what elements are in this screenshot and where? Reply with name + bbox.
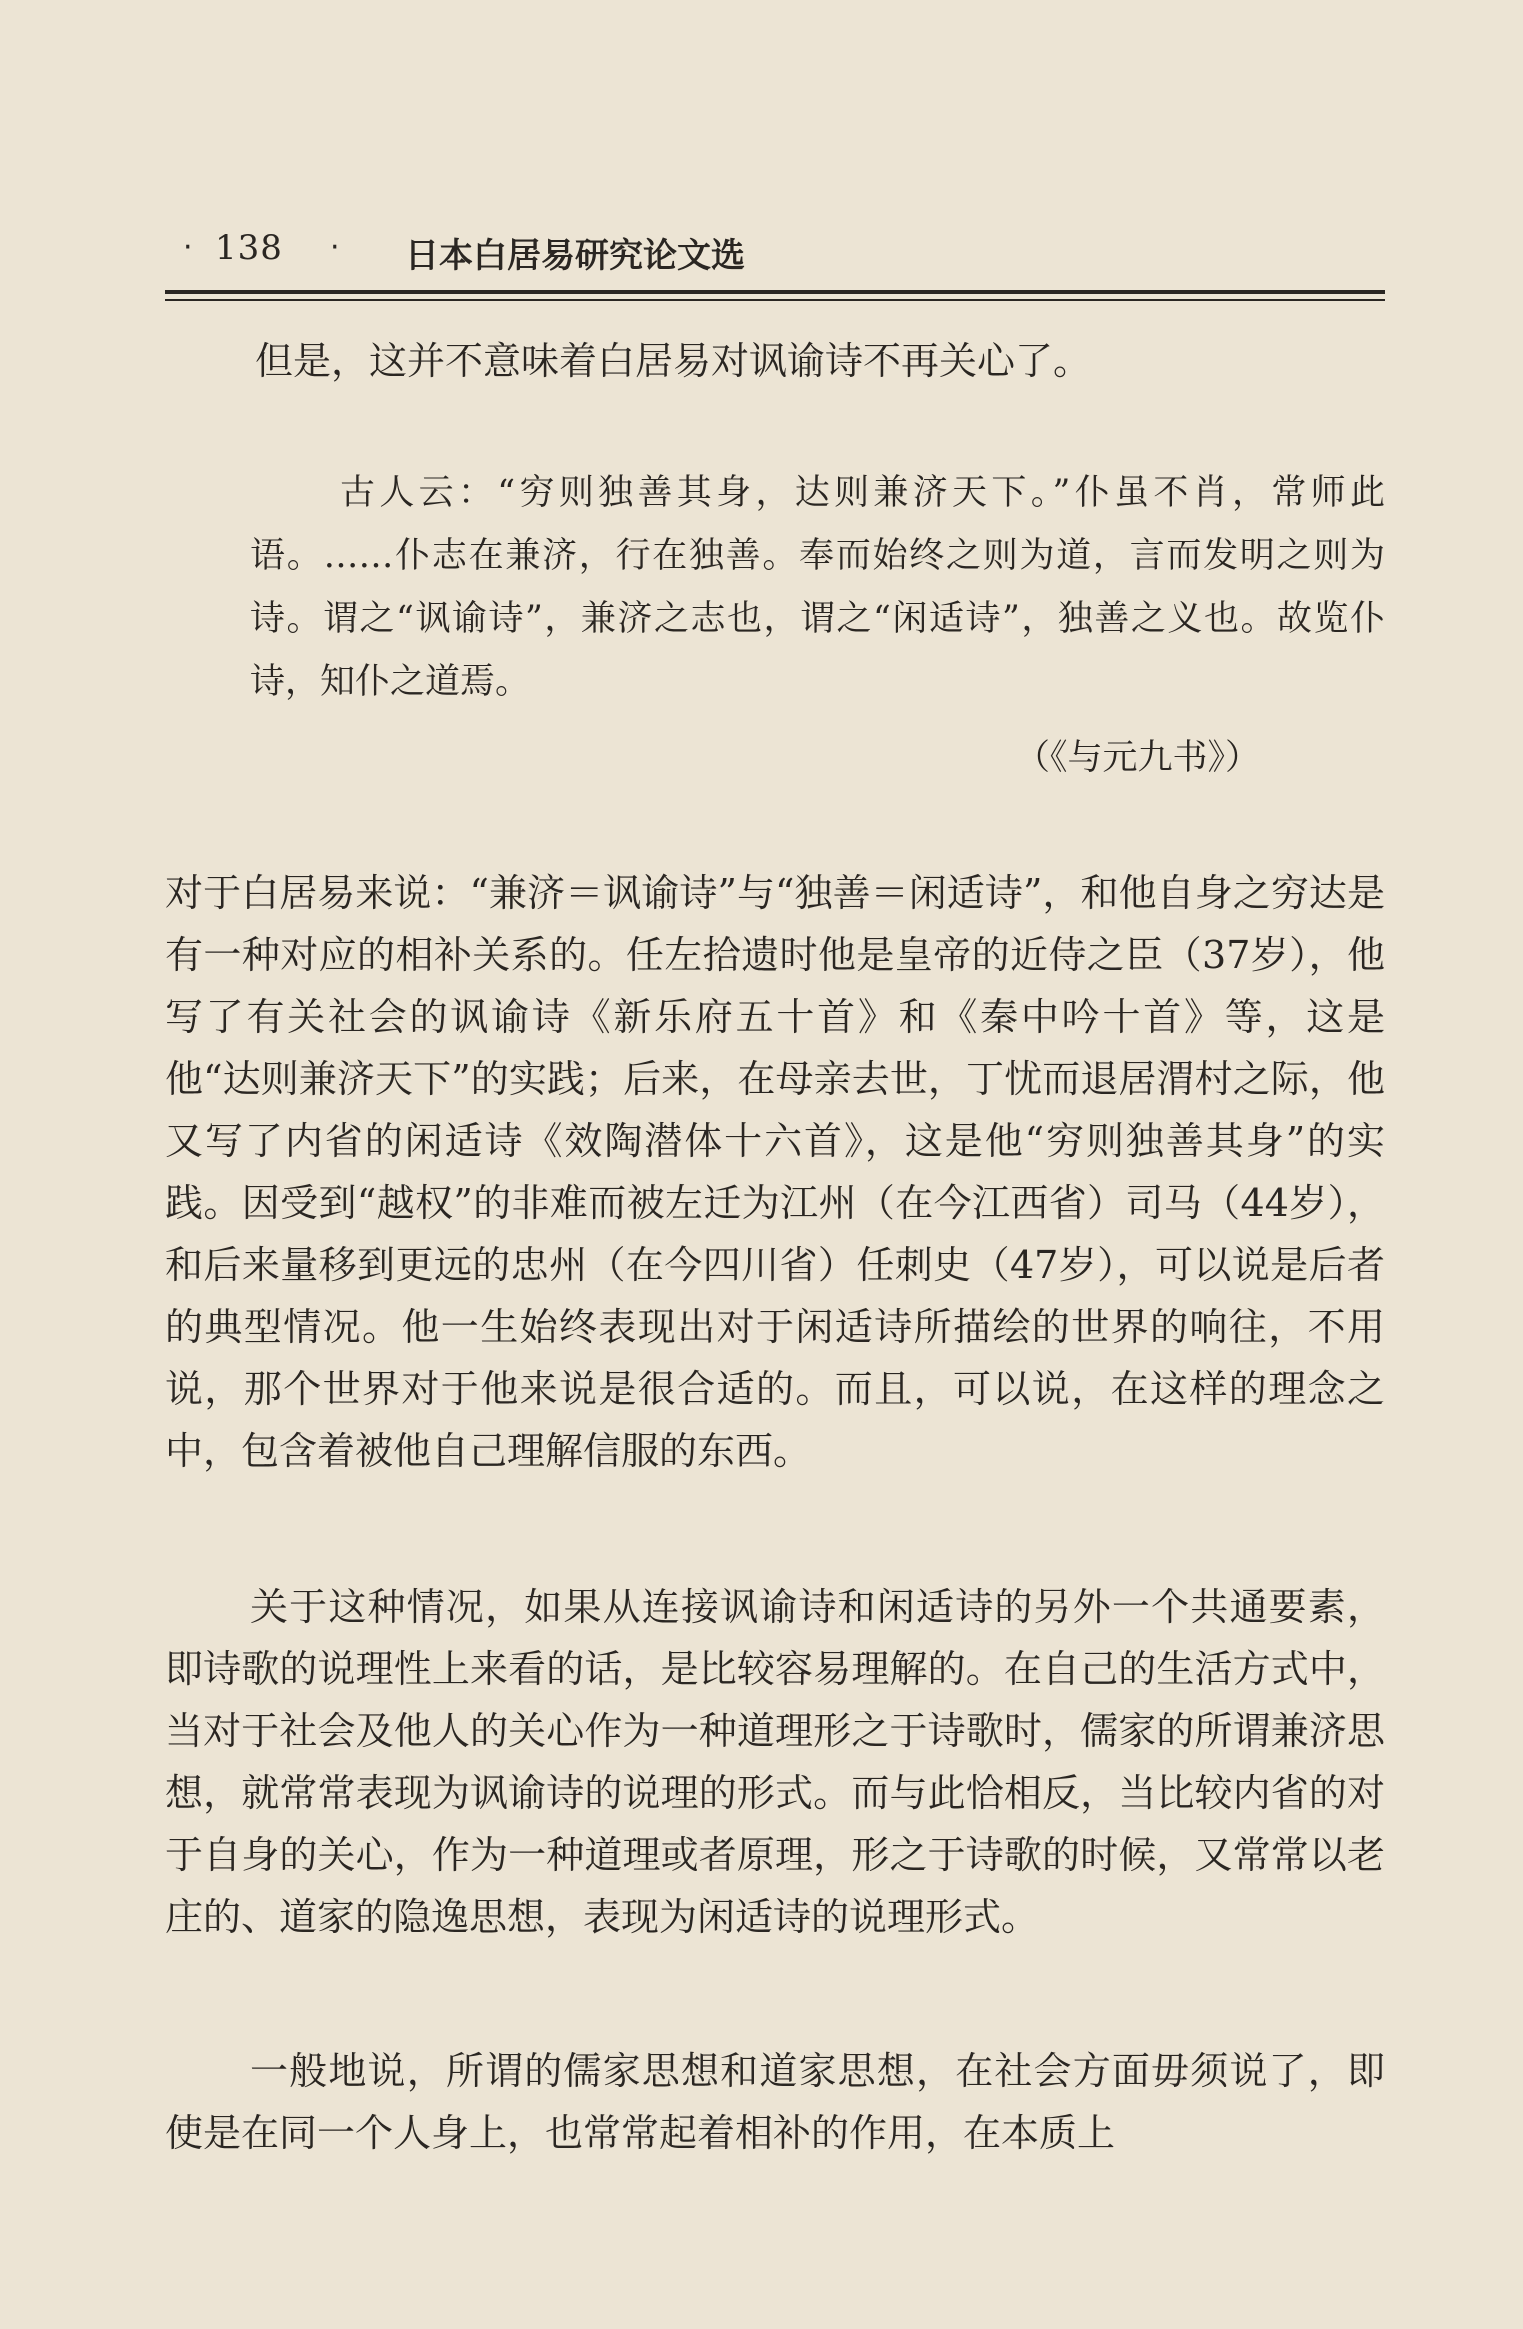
block-quotation [250, 462, 1385, 714]
page-number: 138 [215, 228, 283, 268]
paragraph-1: 对于白居易来说：“兼济＝讽谕诗”与“独善＝闲适诗”，和他自身之穷达是有一种对应的相补关系的。任左拾遗时他是皇帝的近侍之臣（37岁），他写了有关社会的讽谕诗《新乐府五十首》和《秦中吟十首》等，这是他“达则兼济天下”的实践；后来，在母亲去世，丁忧而退居渭村之际，他又写了内省的闲适诗《效陶潜体十六首》，这是他“穷则独善其身”的实践。因受到“越权”的非难而被左迁为江州（在今江西省）司马（44岁），和后来量移到更远的忠州（在今四川省）任刺史（47岁），可以说是后者的典型情况。他一生始终表现出对于闲适诗所描绘的世界的响往，不用说，那个世界对于他来说是很合适的。而且，可以说，在这样的理念之中，包含着被他自己理解信服的东西。 [165, 871, 1385, 1473]
paragraph-3: 一般地说，所谓的儒家思想和道家思想，在社会方面毋须说了，即使是在同一个人身上，也常常起着相补的作用，在本质上 [165, 2049, 1385, 2155]
quotation-source: （《与元九书》） [1015, 738, 1261, 778]
header-rule-thick [165, 290, 1385, 294]
header-dot-left: · [183, 230, 193, 265]
quotation-text: 古人云：“穷则独善其身，达则兼济天下。”仆虽不肖，常师此语。……仆志在兼济，行在独善。奉而始终之则为道，言而发明之则为诗。谓之“讽谕诗”，兼济之志也，谓之“闲适诗”，独善之义也。故览仆诗，知仆之道焉。 [250, 473, 1385, 702]
paragraph-2: 关于这种情况，如果从连接讽谕诗和闲适诗的另外一个共通要素，即诗歌的说理性上来看的话，是比较容易理解的。在自己的生活方式中，当对于社会及他人的关心作为一种道理形之于诗歌时，儒家的所谓兼济思想，就常常表现为讽谕诗的说理的形式。而与此恰相反，当比较内省的对于自身的关心，作为一种道理或者原理，形之于诗歌的时候，又常常以老庄的、道家的隐逸思想，表现为闲适诗的说理形式。 [165, 1585, 1385, 1939]
intro-paragraph: 但是，这并不意味着白居易对讽谕诗不再关心了。 [255, 339, 1092, 383]
running-header [165, 228, 1385, 288]
header-dot-right: · [330, 230, 340, 265]
header-rule-thin [165, 299, 1385, 301]
book-title: 日本白居易研究论文选 [405, 236, 745, 276]
